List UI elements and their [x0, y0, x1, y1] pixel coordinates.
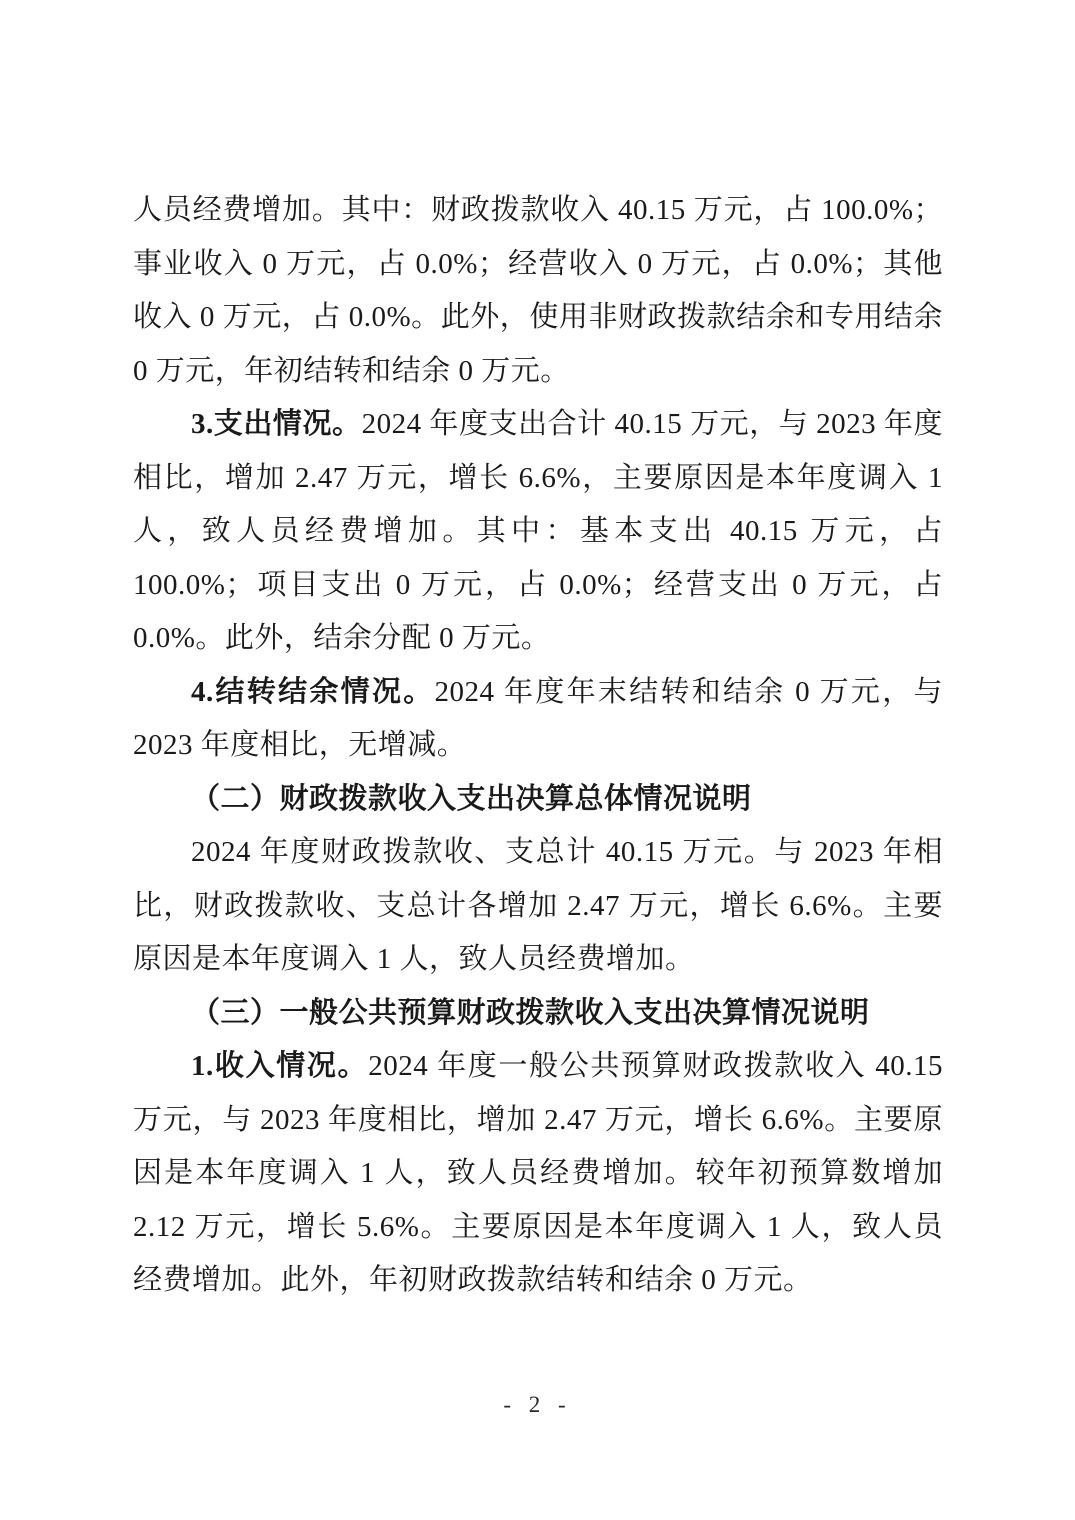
paragraph-text: 2024 年度年末结转和结余 0 万元，与 2023 年度相比，无增减。 — [133, 675, 943, 761]
paragraph-lead-label: 1.收入情况。 — [191, 1050, 369, 1082]
paragraph-general-budget-income — [133, 1040, 943, 1308]
paragraph-lead-label: 4.结转结余情况。 — [191, 675, 435, 708]
document-body — [133, 184, 943, 1308]
paragraph-carryover-balance — [133, 666, 943, 773]
paragraph-lead-label: 3.支出情况。 — [191, 408, 362, 440]
paragraph-income-breakdown-continued — [133, 184, 943, 398]
section-heading-fiscal-appropriation-overview — [133, 773, 943, 827]
heading-text: （二）财政拨款收入支出决算总体情况说明 — [191, 782, 752, 815]
paragraph-text: 2024 年度支出合计 40.15 万元，与 2023 年度相比，增加 2.47 万元，增长 6.6%，主要原因是本年度调入 1 人，致人员经费增加。其中：基本支出 40.15 万元，占 100.0%；项目支出 0 万元，占 0.0%；经营支出 0 万元，占 0.0%。此外，结余分配 0 万元。 — [133, 408, 943, 654]
paragraph-text: 2024 年度财政拨款收、支总计 40.15 万元。与 2023 年相比，财政拨款收、支总计各增加 2.47 万元，增长 6.6%。主要原因是本年度调入 1 人，致人员经费增加。 — [133, 836, 943, 975]
section-heading-general-public-budget — [133, 987, 943, 1041]
paragraph-expenditure-overview — [133, 398, 943, 666]
paragraph-text: 2024 年度一般公共预算财政拨款收入 40.15 万元，与 2023 年度相比，增加 2.47 万元，增长 6.6%。主要原因是本年度调入 1 人，致人员经费增加。较年初预算数增加 2.12 万元，增长 5.6%。主要原因是本年度调入 1 人，致人员经费增加。此外，年初财政拨款结转和结余 0 万元。 — [133, 1050, 943, 1296]
heading-text: （三）一般公共预算财政拨款收入支出决算情况说明 — [191, 996, 870, 1029]
paragraph-text: 人员经费增加。其中：财政拨款收入 40.15 万元，占 100.0%；事业收入 0 万元，占 0.0%；经营收入 0 万元，占 0.0%；其他收入 0 万元，占 0.0%。此外，使用非财政拨款结余和专用结余 0 万元，年初结转和结余 0 万元。 — [133, 194, 943, 387]
paragraph-fiscal-appropriation-total — [133, 826, 943, 987]
page-number: - 2 - — [503, 1392, 572, 1417]
